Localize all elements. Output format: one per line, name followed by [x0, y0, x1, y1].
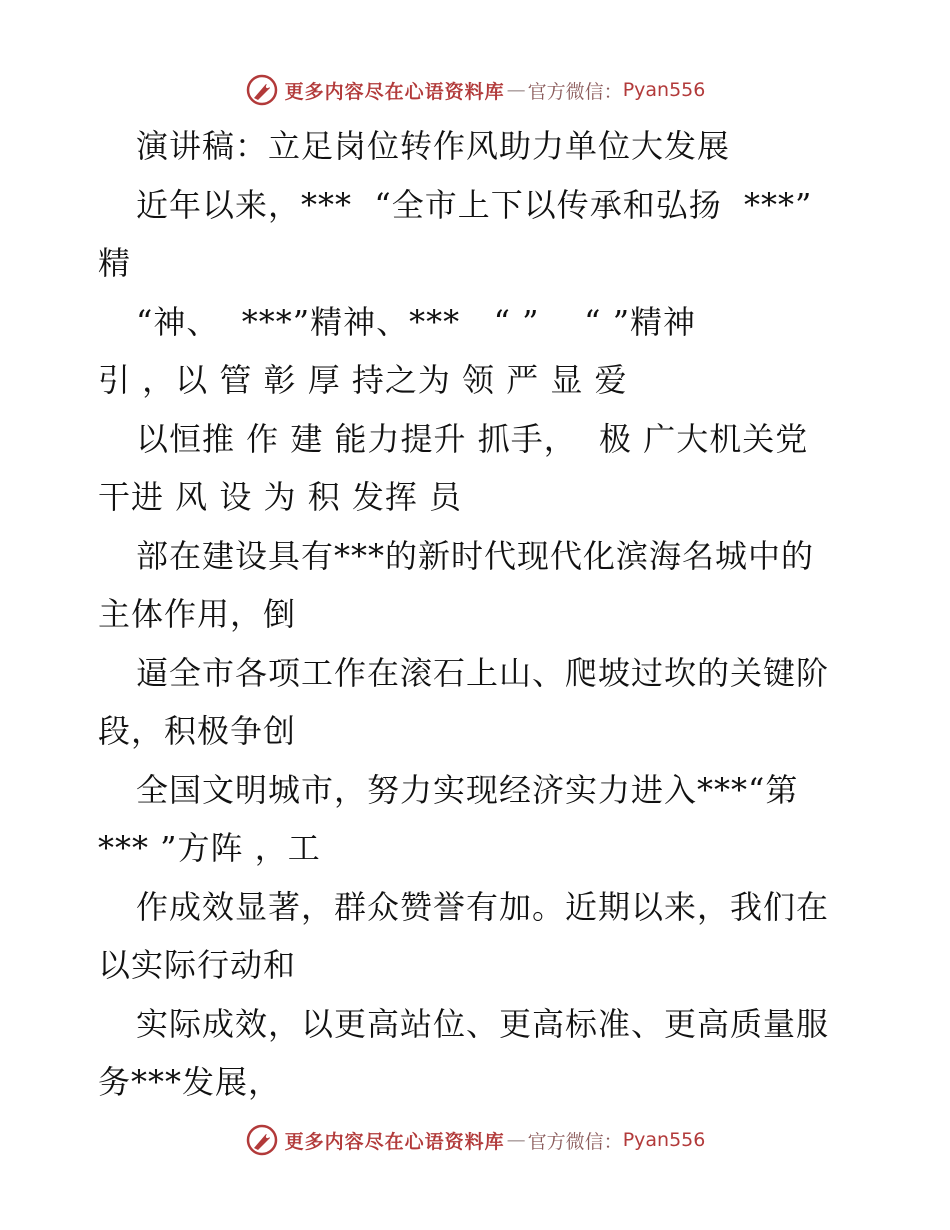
paragraph-line: 段，积极争创	[98, 712, 297, 750]
paragraph-line: *** ”方阵 ，工	[98, 829, 321, 867]
paragraph-line: 部在建设具有***的新时代现代化滨海名城中的	[136, 536, 815, 575]
paragraph-line: 近年以来，*** “全市上下以传承和弘扬 ***”	[136, 185, 813, 224]
header-watermark-banner	[0, 70, 950, 110]
pen-nib-logo-icon	[245, 1123, 279, 1157]
paragraph-line: “神、 ***”精神、*** “ ” “ ”精神	[136, 302, 697, 341]
paragraph-line: 作成效显著，群众赞誉有加。近期以来，我们在	[136, 887, 830, 926]
paragraph-line: 精	[98, 244, 132, 282]
banner-wechat-id: Pyan556	[622, 1129, 706, 1151]
banner-separator: —	[506, 79, 526, 101]
footer-watermark-banner	[0, 1120, 950, 1160]
banner-wechat-label: 官方微信：	[527, 80, 623, 103]
banner-separator: —	[506, 1129, 526, 1151]
paragraph-line: 干进 风 设 为 积 发挥 员	[98, 478, 463, 516]
document-body	[98, 117, 858, 1112]
paragraph-line: 主体作用，倒	[98, 595, 297, 633]
paragraph-line: 务***发展，	[98, 1063, 282, 1101]
document-title: 演讲稿：立足岗位转作风助力单位大发展	[136, 127, 731, 165]
paragraph-line: 实际成效，以更高站位、更高标准、更高质量服	[136, 1004, 830, 1043]
banner-wechat-id: Pyan556	[622, 79, 706, 101]
paragraph-line: 以实际行动和	[98, 946, 297, 984]
paragraph-line: 引 ，以 管 彰 厚 持之为 领 严 显 爱	[98, 361, 628, 399]
banner-lead-text: 更多内容尽在心语资料库	[284, 80, 505, 103]
banner-wechat-label: 官方微信：	[527, 1130, 623, 1153]
paragraph-line: 全国文明城市，努力实现经济实力进入***“第	[136, 770, 799, 809]
paragraph-line: 逼全市各项工作在滚石上山、爬坡过坎的关键阶	[136, 653, 830, 692]
pen-nib-logo-icon	[245, 73, 279, 107]
banner-lead-text: 更多内容尽在心语资料库	[284, 1130, 505, 1153]
paragraph-line: 以恒推 作 建 能力提升 抓手， 极 广大机关党	[136, 419, 809, 458]
